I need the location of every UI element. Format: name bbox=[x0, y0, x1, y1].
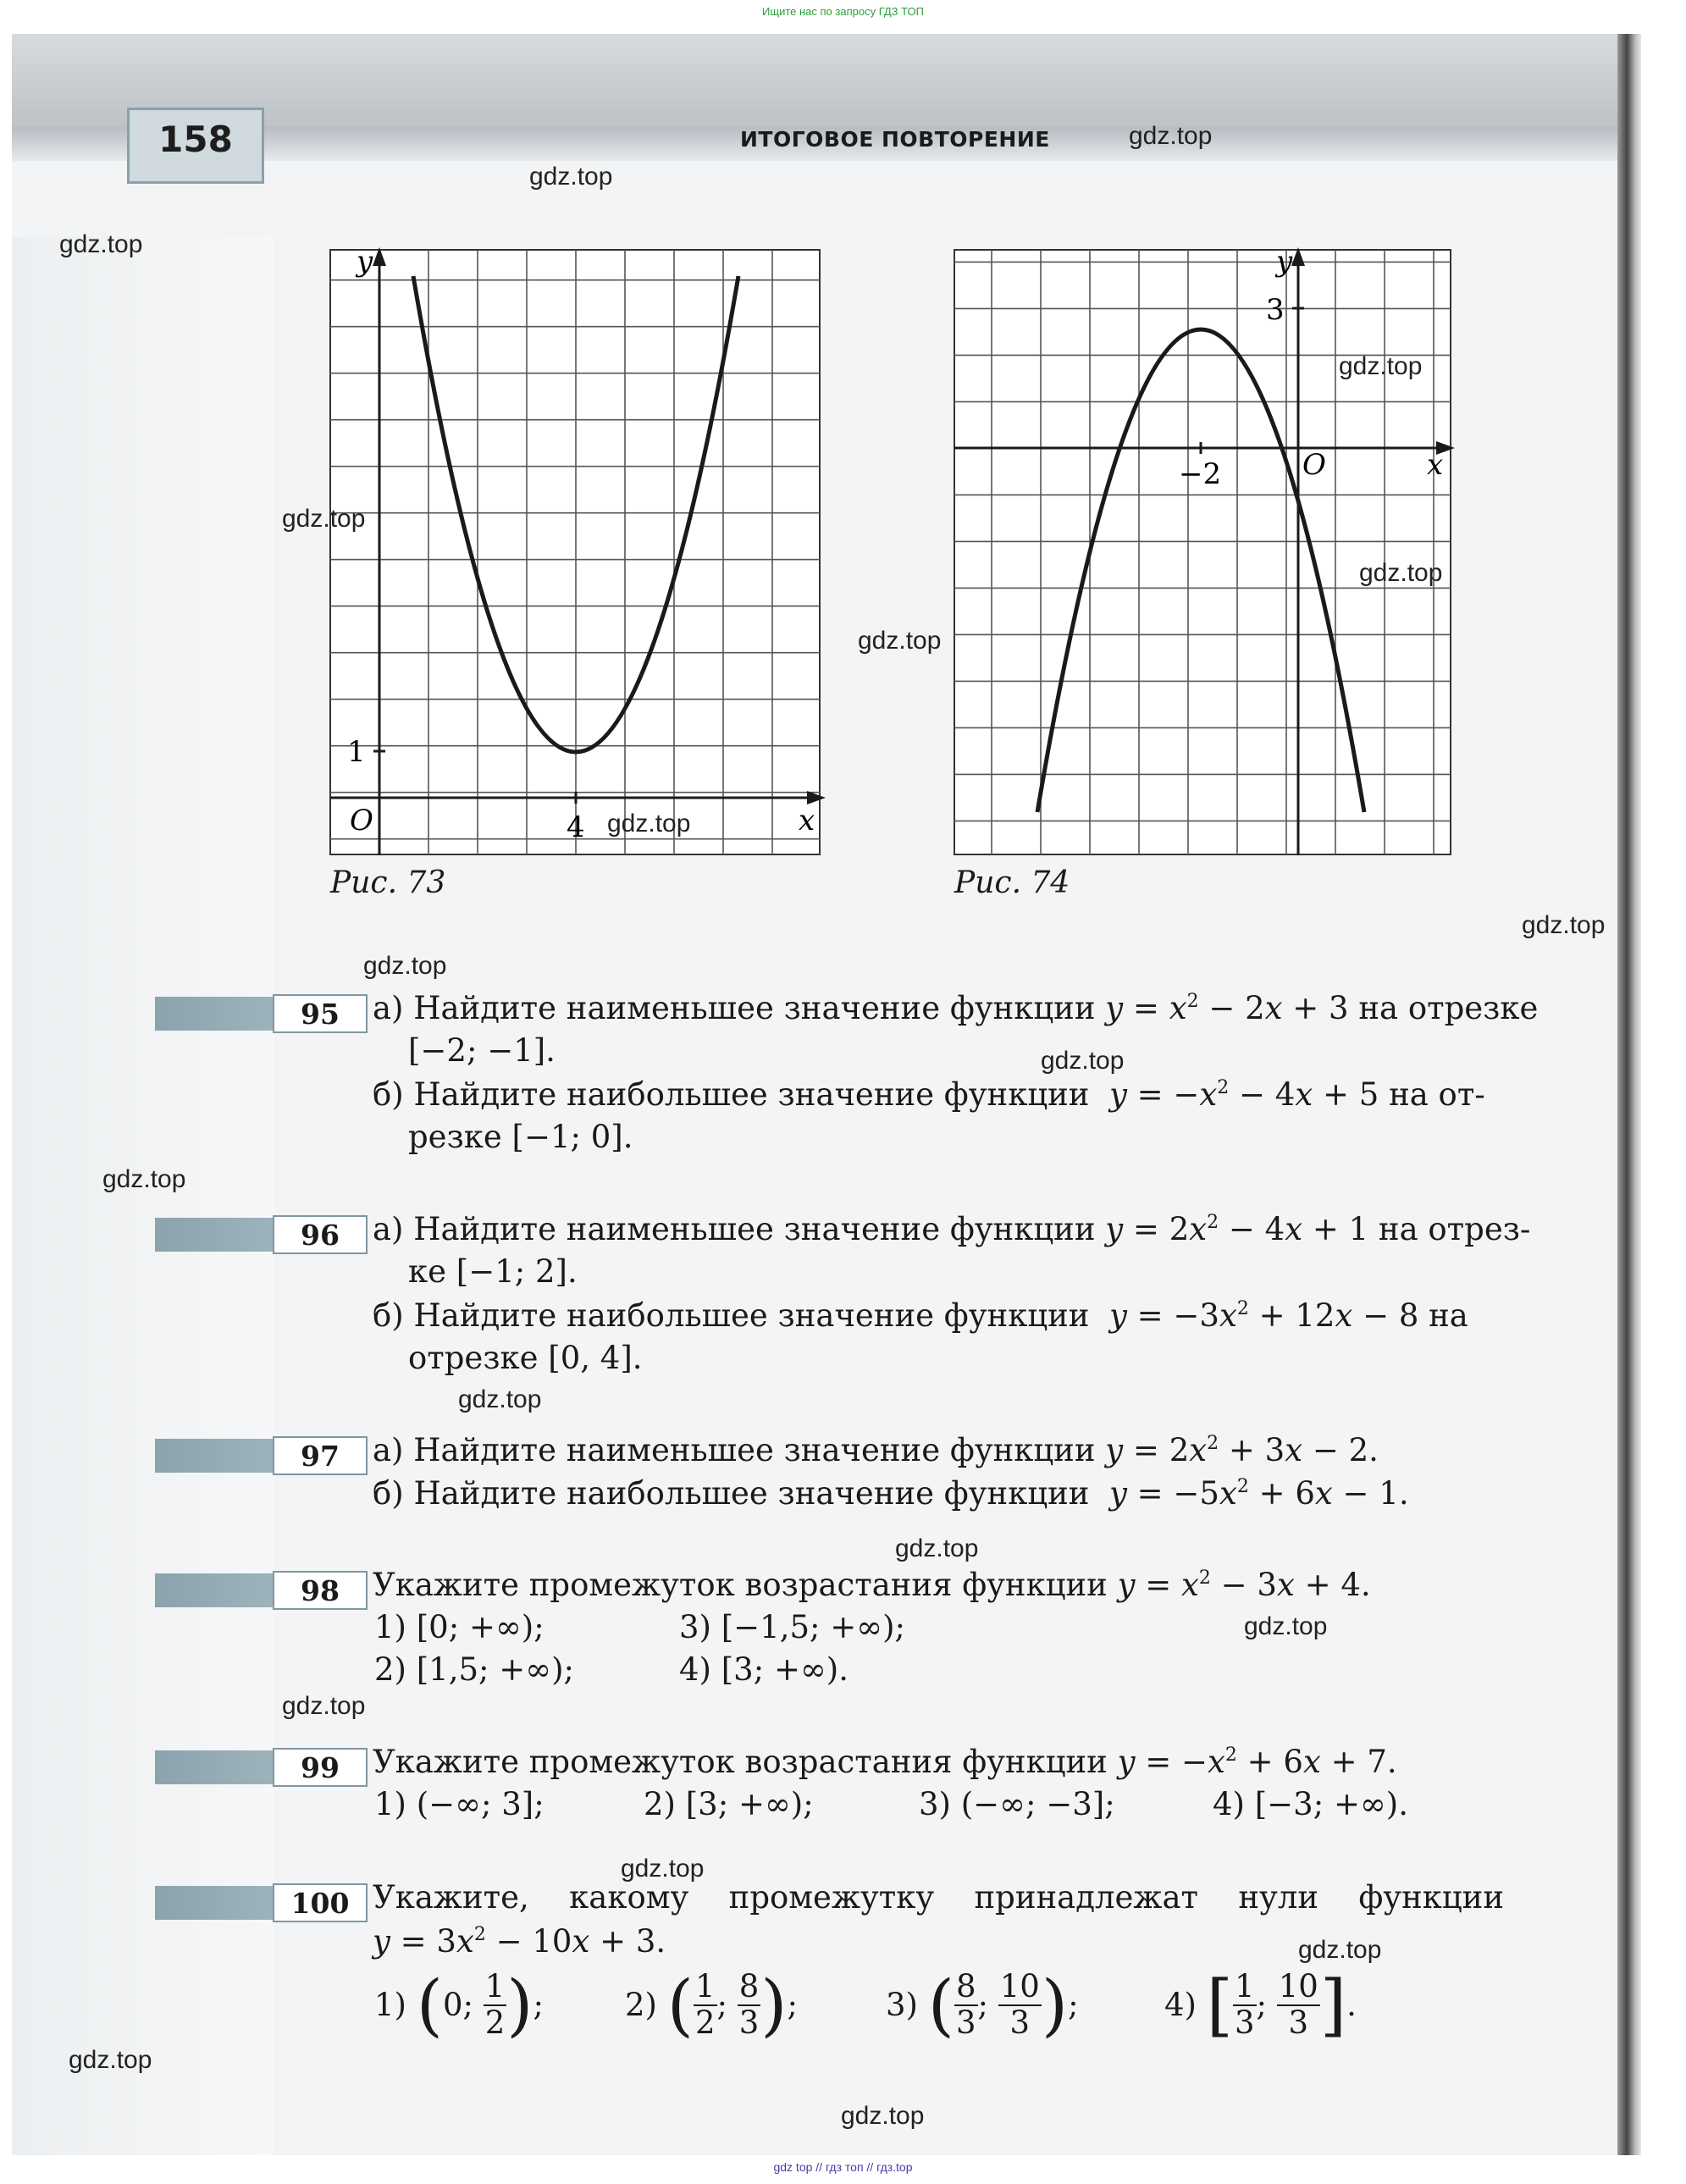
top-promo-link[interactable]: Ищите нас по запросу ГДЗ ТОП bbox=[762, 5, 924, 18]
page-number: 158 bbox=[158, 119, 233, 160]
problem-99-option-3: 3) (−∞; −3]; bbox=[919, 1786, 1115, 1822]
problem-96-part-b: б) Найдите наибольшее значение функции $y = -3x^2 + 12x - 8$ на bbox=[373, 1297, 1468, 1334]
watermark: gdz.top bbox=[1359, 559, 1443, 587]
watermark: gdz.top bbox=[1339, 352, 1423, 380]
problem-100-option-4: 4) [ $\frac{1}{3}$ ; $\frac{10}{3}$ ] . bbox=[1164, 1965, 1357, 2044]
watermark: gdz.top bbox=[1129, 122, 1213, 150]
problem-95-bar bbox=[155, 997, 274, 1031]
watermark: gdz.top bbox=[69, 2046, 152, 2074]
problem-99-option-1: 1) (−∞; 3]; bbox=[374, 1786, 544, 1822]
fig74-origin-label: O bbox=[1302, 448, 1326, 482]
problem-97-bar bbox=[155, 1439, 274, 1473]
watermark: gdz.top bbox=[282, 1692, 366, 1720]
problem-98-bar bbox=[155, 1573, 274, 1607]
problem-98-option-1: 1) [0; +∞); bbox=[374, 1609, 544, 1645]
problem-97-part-b: б) Найдите наибольшее значение функции $y = -5x^2 + 6x - 1$. bbox=[373, 1475, 1409, 1512]
problem-96-part-a: а) Найдите наименьшее значение функции $y = 2x^2 - 4x + 1$ на отрез- bbox=[373, 1211, 1531, 1247]
figure-74-caption: Рис. 74 bbox=[954, 865, 1070, 900]
problem-96-part-a-cont: ке [−1; 2]. bbox=[408, 1253, 578, 1290]
section-title: ИТОГОВОЕ ПОВТОРЕНИЕ bbox=[740, 127, 1050, 152]
watermark: gdz.top bbox=[895, 1534, 979, 1562]
watermark: gdz.top bbox=[858, 627, 942, 655]
bottom-promo-link[interactable]: gdz top // гдз топ // гдз.top bbox=[773, 2160, 913, 2174]
figure-73-graph bbox=[326, 246, 826, 864]
fig73-x-label: x bbox=[799, 804, 815, 838]
problem-100-text: Укажите, какому промежутку принадлежат нули функции bbox=[373, 1879, 1504, 1916]
figure-73-caption: Рис. 73 bbox=[330, 865, 446, 900]
page-binding-edge bbox=[1617, 34, 1641, 2155]
watermark: gdz.top bbox=[1244, 1612, 1328, 1640]
watermark: gdz.top bbox=[529, 163, 613, 191]
problem-100-option-1: 1) ( 0; $\frac{1}{2}$ ) ; bbox=[374, 1965, 544, 2044]
watermark: gdz.top bbox=[282, 505, 366, 533]
figure-74-graph bbox=[950, 246, 1455, 864]
fig73-y-label: y bbox=[357, 246, 373, 279]
fig74-x-tick-label: −2 bbox=[1179, 457, 1222, 491]
problem-100-option-2: 2) ( $\frac{1}{2}$ ; $\frac{8}{3}$ ) ; bbox=[625, 1965, 798, 2044]
watermark: gdz.top bbox=[1041, 1047, 1125, 1075]
watermark: gdz.top bbox=[621, 1855, 705, 1883]
problem-99-bar bbox=[155, 1750, 274, 1784]
watermark: gdz.top bbox=[102, 1165, 186, 1193]
problem-95-part-b-cont: резке [−1; 0]. bbox=[408, 1119, 633, 1155]
problem-100-function: $y = 3x^2 - 10x + 3$. bbox=[373, 1923, 666, 1960]
problem-98-number: 98 bbox=[273, 1571, 368, 1610]
problem-100-option-3: 3) ( $\frac{8}{3}$ ; $\frac{10}{3}$ ) ; bbox=[886, 1965, 1079, 2044]
problem-100-bar bbox=[155, 1886, 274, 1920]
watermark: gdz.top bbox=[841, 2102, 925, 2130]
problem-98-option-4: 4) [3; +∞). bbox=[679, 1651, 849, 1688]
page-margin-shade bbox=[12, 237, 274, 2155]
problem-97-number: 97 bbox=[273, 1436, 368, 1475]
problem-99-option-4: 4) [−3; +∞). bbox=[1213, 1786, 1408, 1822]
problem-97-part-a: а) Найдите наименьшее значение функции $y = 2x^2 + 3x - 2$. bbox=[373, 1432, 1379, 1468]
problem-100-number: 100 bbox=[273, 1883, 368, 1922]
problem-95-part-b: б) Найдите наибольшее значение функции $y = -x^2 - 4x + 5$ на от- bbox=[373, 1076, 1485, 1113]
fig73-x-tick-label: 4 bbox=[567, 810, 585, 844]
problem-95-part-a: а) Найдите наименьшее значение функции $y = x^2 - 2x + 3$ на отрезке bbox=[373, 990, 1539, 1026]
problem-99-text: Укажите промежуток возрастания функции $y = -x^2 + 6x + 7$. bbox=[373, 1744, 1397, 1780]
fig74-y-tick-label: 3 bbox=[1266, 293, 1285, 327]
problem-99-number: 99 bbox=[273, 1748, 368, 1787]
fig73-origin-label: O bbox=[350, 804, 373, 838]
problem-95-number: 95 bbox=[273, 994, 368, 1033]
problem-96-number: 96 bbox=[273, 1215, 368, 1254]
problem-98-text: Укажите промежуток возрастания функции $y = x^2 - 3x + 4$. bbox=[373, 1567, 1371, 1603]
fig73-y-tick-label: 1 bbox=[347, 735, 366, 769]
fig74-x-label: x bbox=[1427, 448, 1444, 482]
watermark: gdz.top bbox=[607, 810, 691, 838]
problem-96-bar bbox=[155, 1218, 274, 1252]
watermark: gdz.top bbox=[363, 952, 447, 980]
problem-98-option-3: 3) [−1,5; +∞); bbox=[679, 1609, 905, 1645]
problem-95-part-a-cont: [−2; −1]. bbox=[408, 1032, 556, 1069]
problem-96-part-b-cont: отрезке [0, 4]. bbox=[408, 1340, 643, 1376]
problem-98-option-2: 2) [1,5; +∞); bbox=[374, 1651, 574, 1688]
watermark: gdz.top bbox=[1522, 911, 1606, 939]
watermark: gdz.top bbox=[1298, 1936, 1382, 1964]
fig74-y-label: y bbox=[1276, 246, 1293, 279]
problem-99-option-2: 2) [3; +∞); bbox=[644, 1786, 814, 1822]
watermark: gdz.top bbox=[59, 230, 143, 258]
watermark: gdz.top bbox=[458, 1385, 542, 1413]
